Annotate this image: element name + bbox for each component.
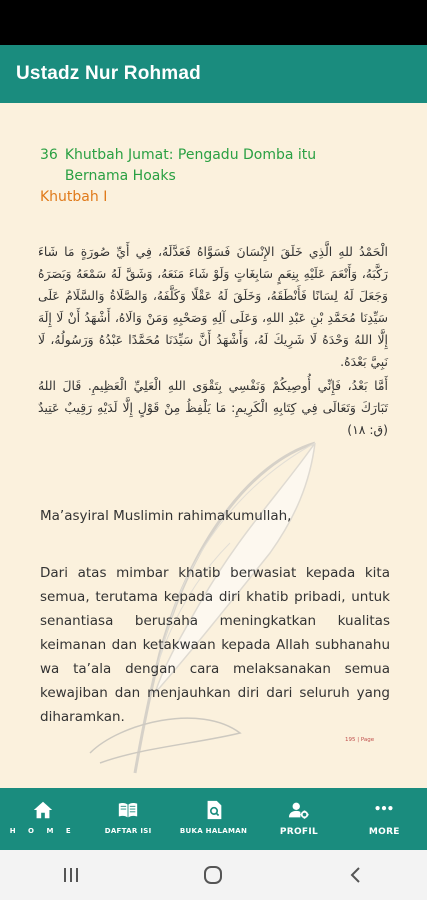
nav-daftar-isi-label: DAFTAR ISI	[104, 827, 152, 835]
arabic-paragraph-2: أَمَّا بَعْدُ، فَإِنِّي أُوصِيكُمْ وَنَفْسِي بِتَقْوَى اللهِ الْعَلِيِّ الْعَظِيمِ. قَالَ اللهُ تَبَارَكَ وَتَعَالَى فِي كِتَابِهِ الْكَرِيمِ: مَا يَلْفِظُ مِنْ قَوْلٍ إِلَّا لَدَيْهِ رَقِيبٌ عَتِيدٌ (ق: ١٨)	[38, 378, 388, 437]
khutbah-title-line1: Khutbah Jumat: Pengadu Domba itu	[64, 147, 317, 163]
nav-home[interactable]	[0, 788, 85, 850]
khutbah-number: 36	[40, 147, 58, 163]
salutation: Ma’asyiral Muslimin rahimakumullah,	[40, 508, 292, 524]
status-bar	[0, 0, 427, 45]
home-icon	[32, 799, 54, 821]
nav-buka-halaman[interactable]	[171, 788, 256, 850]
app-bar	[0, 45, 427, 103]
nav-daftar-isi[interactable]	[85, 788, 170, 850]
recent-apps-button[interactable]	[41, 855, 101, 895]
khutbah-title-line2: Bernama Hoaks	[64, 168, 176, 184]
home-circle-icon	[203, 865, 223, 885]
more-dots-icon	[373, 799, 395, 821]
user-settings-icon	[288, 799, 310, 821]
khutbah-heading	[40, 145, 400, 208]
bottom-navigation	[0, 788, 427, 850]
arabic-paragraph-1: الْحَمْدُ للهِ الَّذِي خَلَقَ الإِنْسَانَ فَسَوَّاهُ فَعَدَّلَهُ، فِي أَيِّ صُورَةٍ مَا شَاءَ رَكَّبَهُ، وَأَنْعَمَ عَلَيْهِ بِنِعَمٍ سَابِغَاتٍ وَلَوْ شَاءَ مَنَعَهُ، وَشَقَّ لَهُ سَمْعَهُ وَبَصَرَهُ وَجَعَلَ لَهُ لِسَانًا فَأَنْطَقَهُ، وَخَلَقَ لَهُ عَقْلًا وَكَلَّفَهُ، وَالصَّلَاةُ وَالسَّلَامُ عَلَى سَيِّدِنَا مُحَمَّدِ بْنِ عَبْدِ اللهِ، وَعَلَى آلِهِ وَصَحْبِهِ وَمَنْ وَالَاهُ، أَشْهَدُ أَنْ لَا إِلَهَ إِلَّا اللهُ وَحْدَهُ لَا شَرِيكَ لَهُ، وَأَشْهَدُ أَنَّ سَيِّدَنَا مُحَمَّدًا عَبْدُهُ وَرَسُولُهُ، لَا نَبِيَّ بَعْدَهُ.	[38, 244, 388, 369]
system-navigation-bar	[0, 850, 427, 900]
nav-more-label: MORE	[368, 827, 400, 837]
back-button[interactable]	[326, 855, 386, 895]
nav-buka-halaman-label: BUKA HALAMAN	[179, 827, 248, 835]
nav-profil-label: PROFIL	[279, 827, 319, 837]
page-search-icon	[203, 799, 225, 821]
home-button[interactable]	[183, 855, 243, 895]
page-number-mark: 195 | Page	[345, 737, 375, 743]
content-area[interactable]	[0, 103, 427, 788]
arabic-text	[38, 241, 388, 443]
nav-home-label: H O M E	[9, 827, 76, 835]
app-title: Ustadz Nur Rohmad	[16, 63, 201, 84]
nav-more[interactable]	[342, 788, 427, 850]
nav-profil[interactable]	[256, 788, 341, 850]
back-chevron-icon	[346, 865, 366, 885]
body-paragraph: Dari atas mimbar khatib berwasiat kepada kita semua, terutama kepada diri khatib pribadi, untuk senantiasa berusaha meningkatkan kualitas keimanan dan ketakwaan kepada Allah subhanahu wa ta’ala dengan cara melaksanakan semua kewajiban dan menjauhkan diri dari seluruh yang diharamkan.	[40, 565, 390, 725]
khutbah-subtitle: Khutbah I	[40, 189, 108, 205]
book-icon	[117, 799, 139, 821]
recent-apps-icon	[61, 866, 81, 884]
